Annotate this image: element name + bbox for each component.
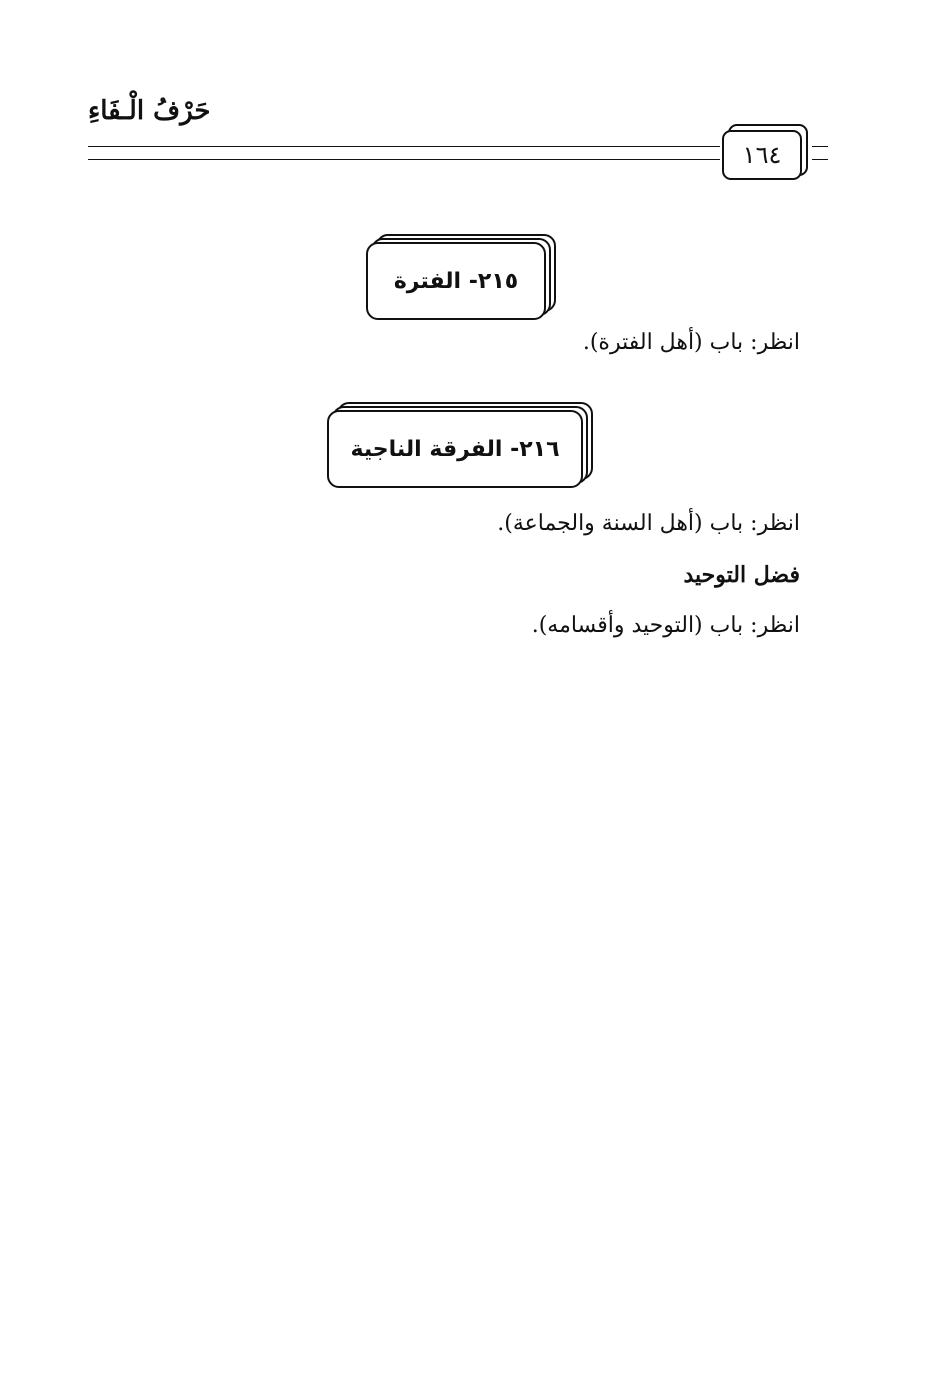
- subheading: فضل التوحيد: [683, 562, 800, 588]
- entry-heading-box-216: [327, 402, 595, 490]
- page-number: ١٦٤: [722, 130, 802, 180]
- page-number-frame: [722, 124, 806, 178]
- header-rule: [88, 146, 720, 160]
- entry-heading: ٢١٦- الفرقة الناجية: [327, 410, 583, 488]
- entry-heading-box-215: [366, 234, 556, 320]
- cross-reference-line: انظر: باب (أهل السنة والجماعة).: [497, 511, 800, 536]
- cross-reference-line: انظر: باب (أهل الفترة).: [582, 330, 800, 355]
- running-title: حَرْفُ الْـفَاءِ: [88, 96, 211, 126]
- entry-heading: ٢١٥- الفترة: [366, 242, 546, 320]
- header-rule-end: [812, 146, 828, 160]
- cross-reference-line: انظر: باب (التوحيد وأقسامه).: [531, 613, 800, 638]
